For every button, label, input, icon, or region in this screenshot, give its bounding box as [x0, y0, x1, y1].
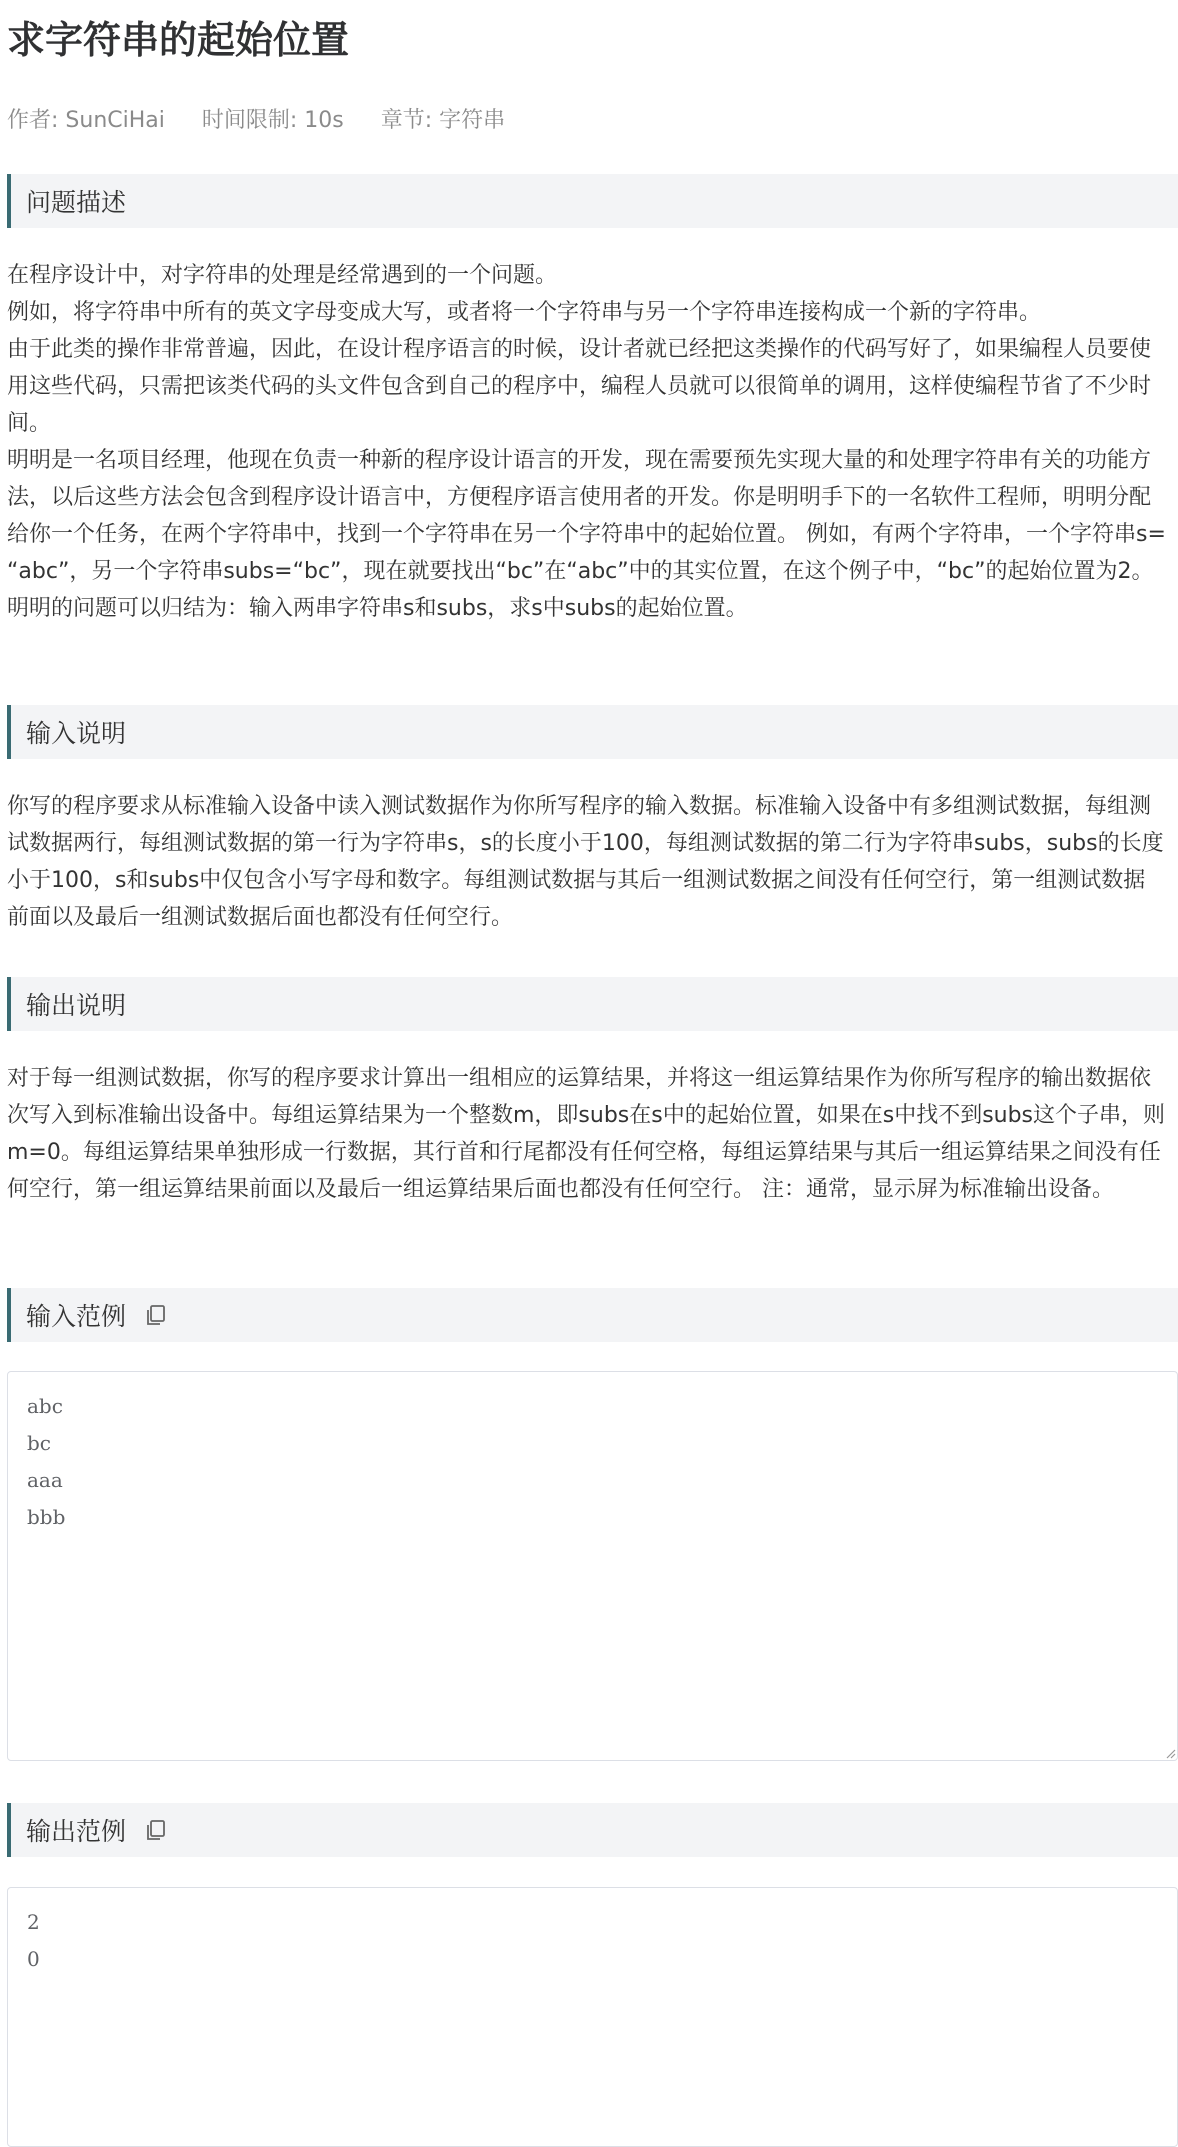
- description-paragraph: 明明是一名项目经理，他现在负责一种新的程序设计语言的开发，现在需要预先实现大量的和处理字符串有关的功能方法，以后这些方法会包含到程序设计语言中，方便程序语言使用者的开发。你是明明手下的一名软件工程师，明明分配给你一个任务，在两个字符串中，找到一个字符串在另一个字符串中的起始位置。 例如，有两个字符串，一个字符串s= “abc”，另一个字符串subs=“bc”，现在就要找出“bc”在“abc”中的其实位置，在这个例子中，“bc”的起始位置为2。: [7, 448, 1166, 584]
- output-title: 输出说明: [26, 991, 127, 1020]
- description-header: [7, 174, 1178, 228]
- input-header: [7, 705, 1178, 759]
- description-paragraph: 在程序设计中，对字符串的处理是经常遇到的一个问题。: [7, 263, 558, 288]
- copy-icon[interactable]: [144, 1303, 168, 1327]
- sample-output-header: [7, 1803, 1178, 1857]
- copy-icon[interactable]: [144, 1818, 168, 1842]
- time-limit-label: 时间限制: 10s: [201, 108, 344, 133]
- output-text: 对于每一组测试数据，你写的程序要求计算出一组相应的运算结果，并将这一组运算结果作为你所写程序的输出数据依次写入到标准输出设备中。每组运算结果为一个整数m，即subs在s中的起始位置，如果在s中找不到subs这个子串，则m=0。每组运算结果单独形成一行数据，其行首和行尾都没有任何空格，每组运算结果与其后一组运算结果之间没有任何空行，第一组运算结果前面以及最后一组运算结果后面也都没有任何空行。 注：通常，显示屏为标准输出设备。: [7, 1066, 1166, 1202]
- problem-meta: [7, 106, 535, 136]
- sample-output-title: 输出范例: [26, 1817, 127, 1846]
- sample-output-box[interactable]: 2 0: [7, 1887, 1178, 2147]
- author-label: 作者: SunCiHai: [7, 108, 165, 133]
- description-paragraph: 例如，将字符串中所有的英文字母变成大写，或者将一个字符串与另一个字符串连接构成一个新的字符串。: [7, 300, 1042, 325]
- description-paragraph: 由于此类的操作非常普遍，因此，在设计程序语言的时候，设计者就已经把这类操作的代码写好了，如果编程人员要使用这些代码，只需把该类代码的头文件包含到自己的程序中，编程人员就可以很简单的调用，这样使编程节省了不少时间。: [7, 337, 1152, 436]
- output-body: [7, 1060, 1167, 1208]
- page-title: 求字符串的起始位置: [7, 18, 350, 62]
- input-body: [7, 788, 1167, 936]
- input-title: 输入说明: [26, 719, 127, 748]
- chapter-label: 章节: 字符串: [380, 108, 506, 133]
- sample-input-header: [7, 1288, 1178, 1342]
- input-text: 你写的程序要求从标准输入设备中读入测试数据作为你所写程序的输入数据。标准输入设备中有多组测试数据，每组测试数据两行，每组测试数据的第一行为字符串s，s的长度小于100，每组测试数据的第二行为字符串subs，subs的长度小于100，s和subs中仅包含小写字母和数字。每组测试数据与其后一组测试数据之间没有任何空行，第一组测试数据前面以及最后一组测试数据后面也都没有任何空行。: [7, 794, 1164, 930]
- description-title: 问题描述: [26, 188, 127, 217]
- sample-input-box[interactable]: abc bc aaa bbb: [7, 1371, 1178, 1761]
- sample-input-title: 输入范例: [26, 1302, 127, 1331]
- description-body: [7, 257, 1167, 627]
- description-paragraph: 明明的问题可以归结为：输入两串字符串s和subs，求s中subs的起始位置。: [7, 596, 748, 621]
- resize-handle-icon[interactable]: [1164, 1747, 1176, 1759]
- output-header: [7, 977, 1178, 1031]
